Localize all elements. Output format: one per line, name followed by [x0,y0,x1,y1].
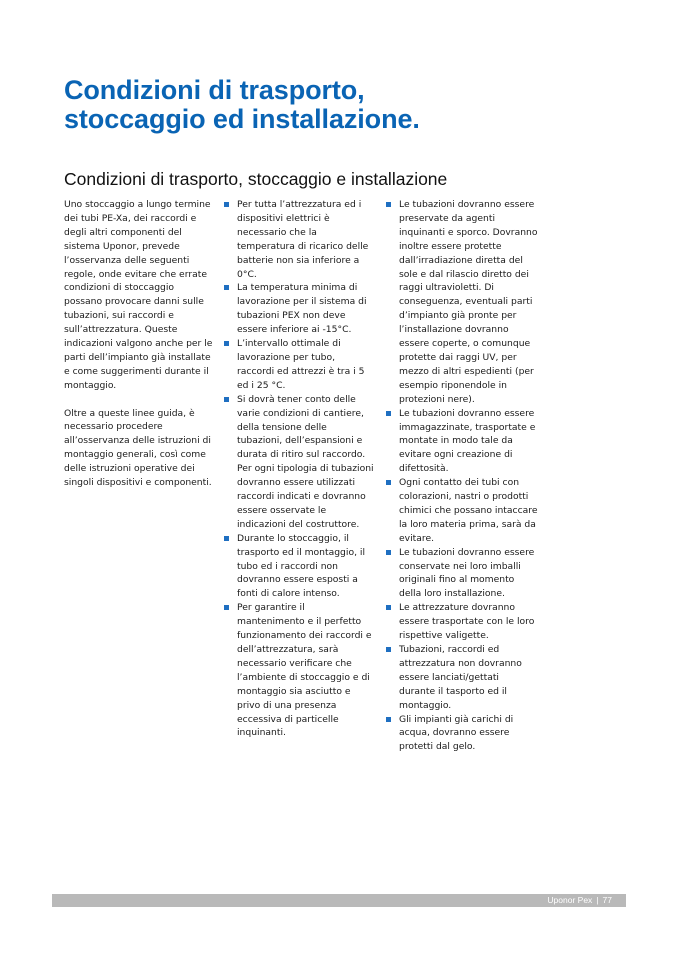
list-item-text: Per garantire il mantenimento e il perfetto funzionamento dei raccordi e dell’attrezzatura, sarà necessario verificare che l’ambiente di stoccaggio e di montaggio sia asciutto e privo di una presenza eccessiva di particelle inquinanti. [237,602,372,739]
guidelines-column-2 [386,198,538,754]
square-bullet-icon [386,550,391,555]
list-item [224,198,374,281]
list-item-text: Le attrezzature dovranno essere trasportate con le loro rispettive valigette. [399,602,535,642]
square-bullet-icon [224,202,229,207]
square-bullet-icon [386,647,391,652]
list-item-text: Le tubazioni dovranno essere conservate nei loro imballi originali fino al momento della loro installazione. [399,546,535,600]
intro-paragraph-2: Oltre a queste linee guida, è necessario procedere all’osservanza delle istruzioni di montaggio generali, così come delle istruzioni operative dei singoli dispositivi e componenti. [64,407,212,489]
list-item [224,393,374,532]
footer-bar [52,894,626,907]
square-bullet-icon [386,605,391,610]
footer-separator: | [596,895,599,905]
square-bullet-icon [386,202,391,207]
intro-paragraph-1: Uno stoccaggio a lungo termine dei tubi PE-Xa, dei raccordi e degli altri componenti del sistema Uponor, prevede l’osservanza delle seguenti regole, onde evitare che errate condizioni di stoccaggio possano provocare danni sulle tubazioni, sui raccordi e sull’attrezzatura. Queste indicazioni valgono anche per le parti dell’impianto già installate e come suggerimenti durante il montaggio. [64,199,213,391]
list-item [224,281,374,337]
page-title-line-1: Condizioni di trasporto, [64,75,365,105]
square-bullet-icon [386,480,391,485]
list-item-text: Per tutta l’attrezzatura ed i dispositivi elettrici è necessario che la temperatura di ricarico delle batterie non sia inferiore a 0°C. [237,199,369,280]
footer-brand: Uponor Pex [547,895,593,905]
bullet-list [224,198,374,740]
section-title: Condizioni di trasporto, stoccaggio e installazione [64,169,448,189]
square-bullet-icon [224,341,229,346]
list-item-text: Tubazioni, raccordi ed attrezzatura non dovranno essere lanciati/gettati durante il tasporto ed il montaggio. [399,644,522,711]
square-bullet-icon [224,397,229,402]
list-item [386,601,538,643]
list-item [386,713,538,755]
list-item-text: Si dovrà tener conto delle varie condizioni di cantiere, della tensione delle tubazioni, dell’espansioni e durata di ritiro sul raccordo. Per ogni tipologia di tubazioni dovranno essere utilizzati raccordi indicati e dovranno essere osservate le indicazioni del costruttore. [237,393,374,530]
list-item-text: Le tubazioni dovranno essere preservate da agenti inquinanti e sporco. Dovranno inoltre essere protette dall’irradiazione diretta del sole e dal rilascio diretto dei raggi ultravioletti. Di conseguenza, eventuali parti d’impianto già pronte per l’installazione dovranno essere coperte, o comunque protette dai raggi UV, per mezzo di altri espedienti (per esempio riponendole in protezioni nere). [399,199,538,405]
list-item-text: Durante lo stoccaggio, il trasporto ed il montaggio, il tubo ed i raccordi non dovranno essere esposti a fonti di calore intenso. [237,532,366,600]
list-item [386,198,538,407]
list-item [224,337,374,393]
square-bullet-icon [386,411,391,416]
bullet-list [386,198,538,754]
list-item-text: Ogni contatto dei tubi con colorazioni, nastri o prodotti chimici che possano intaccare la loro materia prima, sarà da evitare. [399,477,538,544]
square-bullet-icon [224,285,229,290]
list-item-text: La temperatura minima di lavorazione per il sistema di tubazioni PEX non deve essere inferiore ai -15°C. [237,282,367,336]
list-item-text: L’intervallo ottimale di lavorazione per tubo, raccordi ed attrezzi è tra i 5 ed i 25 °C. [237,338,365,391]
footer-label [547,894,612,907]
intro-column [64,198,214,504]
list-item [224,601,374,740]
list-item [386,643,538,713]
list-item [224,532,374,602]
square-bullet-icon [386,717,391,722]
page-title [64,76,420,134]
list-item-text: Le tubazioni dovranno essere immagazzinate, trasportate e montate in modo tale da evitare ogni creazione di difettosità. [399,407,536,475]
list-item-text: Gli impianti già carichi di acqua, dovranno essere protetti dal gelo. [399,713,514,753]
square-bullet-icon [224,536,229,541]
page-number: 77 [602,895,612,905]
guidelines-column-1 [224,198,374,740]
list-item [386,407,538,477]
list-item [386,546,538,602]
list-item [386,476,538,546]
square-bullet-icon [224,605,229,610]
page-title-line-2: stoccaggio ed installazione. [64,104,420,134]
